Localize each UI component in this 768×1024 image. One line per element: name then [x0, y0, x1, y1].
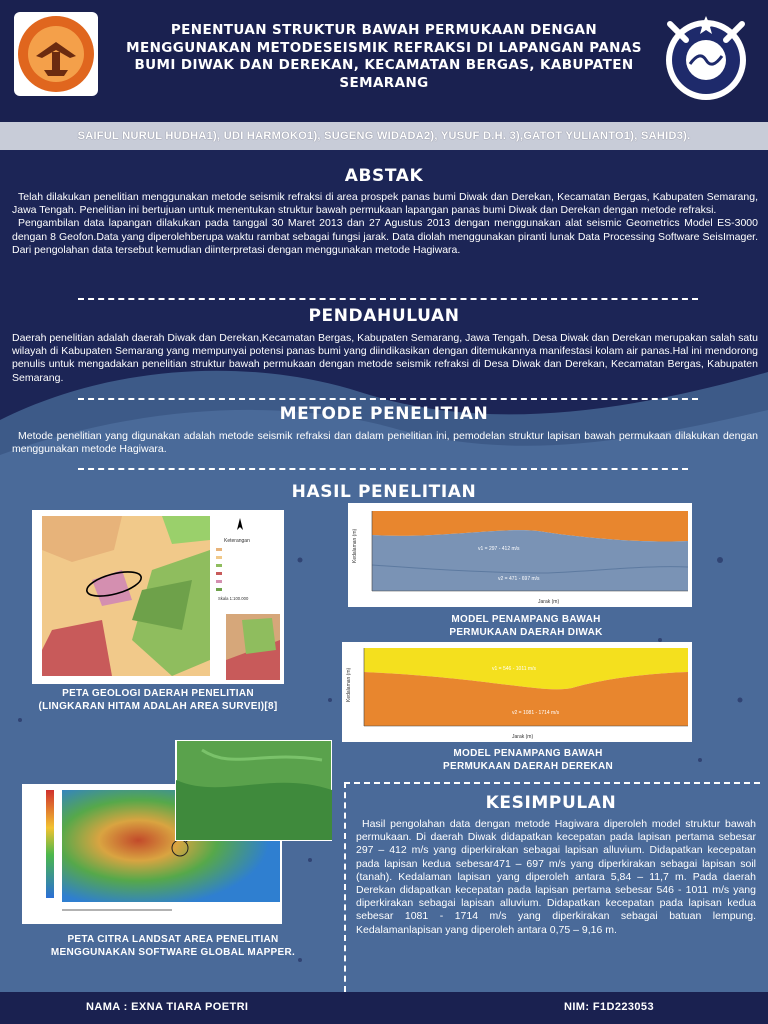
poster-header: [0, 0, 768, 122]
caption-geology: [4, 688, 312, 713]
metode-title: METODE PENELITIAN: [279, 404, 489, 424]
caption-line: PERMUKAAN DAERAH DEREKAN: [443, 760, 613, 772]
landsat-figure: [22, 740, 332, 930]
caption-line: (LINGKARAN HITAM ADALAH AREA SURVEI)[8]: [38, 700, 278, 712]
derekan-section-chart: [342, 642, 692, 742]
title-line: PENENTUAN STRUKTUR BAWAH PERMUKAAN DENGAN: [170, 22, 598, 38]
xlabel: Jarak (m): [512, 734, 534, 740]
abstrak-paragraph-1: Telah dilakukan penelitian menggunakan metode seismik refraksi di area prospek panas bumi Diwak dan Derekan, Kecamatan Bergas, Kabupaten Semarang, Jawa Tengah. Penelitian ini bertujuan untuk menentukan struktur bawah permukaan lapangan panas bumi Diwak dan Derekan dengan metode refraksi.: [12, 191, 758, 217]
kesimpulan-body: Hasil pengolahan data dengan metode Hagiwara diperoleh model struktur bawah permukaan. Di daerah Diwak didapatkan kecepatan pada lapisan pertama sebesar 297 – 412 m/s yang diperkirakan sebagai lapisan alluvium. Didapatkan kecepatan pada lapisan kedua sebesar471 – 697 m/s yang diperkirakan sebagai lapisan soil (tanah). Kedalaman lapisan yang diperoleh antara 5,84 – 11,7 m. Pada daerah Derekan didapatkan kecepatan pada lapisan pertama sebesar 546 - 1011 m/s yang diperkirakan sebagai lapisan alluvium. Didapatkan kecepatan pada lapisan kedua sebesar 1081 - 1714 m/s yang diperkirakan sebagai batuan lempung. Kedalamanlapisan yang diperoleh antara 0,75 – 9,16 m.: [356, 818, 756, 936]
footer-bar: [0, 992, 768, 1024]
metode-body: Metode penelitian yang digunakan adalah metode seismik refraksi dan dalam penelitian ini, pemodelan struktur lapisan bawah permukaan dilakukan dengan menggunakan metode Hagiwara.: [12, 430, 758, 456]
geology-map-figure: [32, 510, 284, 684]
student-name: NAMA : EXNA TIARA POETRI: [86, 1001, 249, 1013]
university-logo-icon: [14, 12, 98, 96]
abstrak-title: ABSTAK: [344, 166, 424, 186]
diwak-section-figure: [348, 503, 692, 607]
map-scale: Skala 1:100.000: [218, 596, 249, 601]
landsat-map-image: [22, 740, 332, 930]
poster-title: [100, 22, 668, 92]
ylabel: Kedalaman (m): [352, 528, 358, 563]
diwak-section-chart: [348, 503, 692, 607]
title-line: BUMI DIWAK DAN DEREKAN, KECAMATAN BERGAS, KABUPATEN: [134, 57, 634, 73]
layer2-label: v2 = 471 - 697 m/s: [498, 576, 540, 582]
legend-title: Keterangan: [224, 538, 250, 544]
title-line: SEMARANG: [339, 74, 429, 91]
layer2-label: v2 = 1081 - 1714 m/s: [512, 710, 560, 716]
caption-line: PETA CITRA LANDSAT AREA PENELITIAN: [67, 934, 279, 945]
caption-line: MENGGUNAKAN SOFTWARE GLOBAL MAPPER.: [50, 946, 296, 958]
section-divider: [78, 468, 688, 470]
caption-derekan: [418, 748, 638, 773]
pendahuluan-title: PENDAHULUAN: [308, 306, 460, 326]
geology-map-image: [32, 510, 284, 684]
title-line: MENGGUNAKAN METODESEISMIK REFRAKSI DI LAPANGAN PANAS: [126, 39, 642, 56]
section-divider: [78, 298, 698, 300]
ylabel: Kedalaman (m): [346, 667, 352, 702]
abstrak-body: [12, 191, 758, 257]
caption-diwak: [420, 614, 632, 639]
xlabel: Jarak (m): [538, 599, 560, 605]
layer1-label: v1 = 297 - 412 m/s: [478, 546, 520, 552]
caption-line: MODEL PENAMPANG BAWAH: [451, 614, 601, 625]
layer1-label: v1 = 546 - 1011 m/s: [492, 666, 536, 672]
pendahuluan-body: Daerah penelitian adalah daerah Diwak dan Derekan,Kecamatan Bergas, Kabupaten Semarang, Jawa Tengah. Desa Diwak dan Derekan merupakan salah satu wilayah di Kabupaten Semarang yang mempunyai potensi panas bumi yang diindikasikan dengan ditemukannya manifestasi kolam air panas.Hal ini mendorong penulis untuk mengadakan penelitian struktur bawah permukaan dengan metode seismik refraksi di Desa Diwak dan Derekan, Kecamatan Bergas, Kabupaten Semarang.: [12, 332, 758, 384]
derekan-section-figure: [342, 642, 692, 742]
kesimpulan-title: KESIMPULAN: [485, 793, 617, 813]
student-nim: NIM: F1D223053: [564, 1001, 654, 1013]
authors-bar: [0, 122, 768, 150]
hasil-title: HASIL PENELITIAN: [291, 482, 477, 502]
geophysics-logo-icon: [660, 14, 752, 106]
caption-line: PERMUKAAN DAERAH DIWAK: [449, 626, 603, 638]
section-divider: [78, 398, 698, 400]
abstrak-paragraph-2: Pengambilan data lapangan dilakukan pada tanggal 30 Maret 2013 dan 27 Agustus 2013 dengan menggunakan alat seismic Geometrics Model ES-3000 dengan 8 Geofon.Data yang diperolehberupa waktu rambat sebagai fungsi jarak. Data diolah menggunakan piranti lunak Data Processing Software SeisImager. Dari pengolahan data tersebut kemudian diinterpretasi dengan menggunakan metode Hagiwara.: [12, 217, 758, 256]
authors-text: SAIFUL NURUL HUDHA1), UDI HARMOKO1), SUGENG WIDADA2), YUSUF D.H. 3),GATOT YULIANTO1), SAHID3).: [77, 130, 691, 142]
caption-landsat: [14, 934, 332, 959]
caption-line: MODEL PENAMPANG BAWAH: [453, 748, 603, 759]
caption-line: PETA GEOLOGI DAERAH PENELITIAN: [62, 688, 254, 699]
